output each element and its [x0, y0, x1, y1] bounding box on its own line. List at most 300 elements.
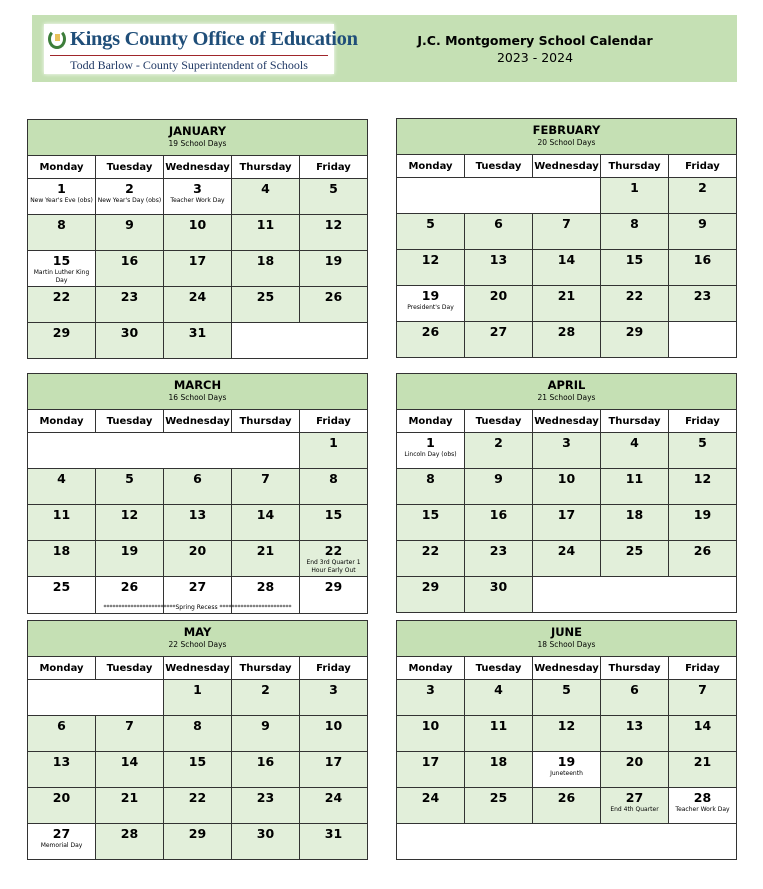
day-number: 22 — [324, 543, 343, 558]
weekday-header: Monday — [28, 410, 96, 433]
school-day-cell — [28, 323, 96, 359]
month-june — [396, 620, 737, 860]
empty-cell — [232, 323, 368, 359]
day-note: End 4th Quarter — [610, 806, 659, 813]
school-day-cell — [164, 680, 232, 716]
day-number: 19 — [421, 288, 440, 303]
school-day-cell — [300, 469, 368, 505]
day-note: Juneteenth — [550, 770, 583, 777]
no-school-day-cell — [28, 251, 96, 287]
school-day-cell — [96, 323, 164, 359]
day-number: 2 — [261, 682, 270, 697]
school-day-cell — [28, 505, 96, 541]
week-row — [28, 469, 368, 505]
school-day-cell — [669, 541, 737, 577]
day-number: 7 — [562, 216, 571, 231]
school-day-cell — [96, 824, 164, 860]
day-number: 9 — [698, 216, 707, 231]
day-number: 11 — [625, 471, 644, 486]
day-number: 16 — [693, 252, 712, 267]
day-number: 7 — [261, 471, 270, 486]
day-number: 6 — [193, 471, 202, 486]
header-banner — [32, 15, 737, 82]
school-day-cell — [465, 680, 533, 716]
day-number: 30 — [256, 826, 275, 841]
day-number: 6 — [57, 718, 66, 733]
school-day-cell — [669, 469, 737, 505]
day-number: 3 — [562, 435, 571, 450]
month-header — [28, 374, 368, 410]
day-number: 21 — [120, 790, 139, 805]
day-number: 30 — [120, 325, 139, 340]
day-number: 3 — [329, 682, 338, 697]
school-day-cell — [164, 469, 232, 505]
no-school-day-cell — [28, 824, 96, 860]
weekday-header: Tuesday — [96, 156, 164, 179]
day-number: 5 — [426, 216, 435, 231]
day-number: 14 — [693, 718, 712, 733]
weekday-header: Monday — [397, 410, 465, 433]
school-day-cell — [96, 251, 164, 287]
day-note: New Year's Eve (obs) — [30, 197, 93, 204]
day-number: 23 — [256, 790, 275, 805]
school-day-cell — [96, 215, 164, 251]
logo-divider — [50, 55, 328, 56]
month-header — [397, 119, 737, 155]
day-number: 14 — [120, 754, 139, 769]
school-day-cell — [601, 286, 669, 322]
school-day-cell — [397, 541, 465, 577]
school-day-cell — [601, 505, 669, 541]
empty-cell — [28, 433, 300, 469]
weekday-header: Wednesday — [533, 155, 601, 178]
day-number: 29 — [188, 826, 207, 841]
day-number: 26 — [693, 543, 712, 558]
month-name: JUNE — [550, 625, 583, 639]
day-number: 1 — [329, 435, 338, 450]
day-number: 21 — [256, 543, 275, 558]
month-name: MARCH — [173, 378, 222, 392]
school-day-cell — [300, 179, 368, 215]
week-row — [28, 179, 368, 215]
day-number: 24 — [324, 790, 343, 805]
weekday-header: Wednesday — [533, 410, 601, 433]
day-number: 8 — [329, 471, 338, 486]
day-number: 5 — [329, 181, 338, 196]
day-number: 19 — [324, 253, 343, 268]
school-day-cell — [601, 322, 669, 358]
week-row — [28, 323, 368, 359]
calendar-year: 2023 - 2024 — [496, 50, 574, 65]
weekday-header: Monday — [28, 156, 96, 179]
day-number: 24 — [557, 543, 576, 558]
school-day-cell — [533, 322, 601, 358]
weekday-header: Thursday — [232, 657, 300, 680]
school-day-cell — [397, 788, 465, 824]
school-day-cell — [465, 250, 533, 286]
school-day-cell — [533, 250, 601, 286]
school-day-cell — [669, 505, 737, 541]
day-number: 6 — [630, 682, 639, 697]
month-header — [28, 621, 368, 657]
day-number: 22 — [188, 790, 207, 805]
day-number: 22 — [52, 289, 71, 304]
school-day-cell — [669, 286, 737, 322]
weekday-header: Tuesday — [465, 155, 533, 178]
school-day-cell — [533, 788, 601, 824]
day-number: 16 — [120, 253, 139, 268]
day-number: 10 — [188, 217, 207, 232]
school-days-count: 18 School Days — [537, 640, 596, 649]
no-school-day-cell — [28, 179, 96, 215]
day-number: 28 — [693, 790, 712, 805]
week-row — [397, 824, 737, 860]
school-day-cell — [164, 752, 232, 788]
week-row — [397, 469, 737, 505]
week-row — [28, 287, 368, 323]
weekday-header: Friday — [300, 156, 368, 179]
week-row — [397, 250, 737, 286]
day-number: 26 — [421, 324, 440, 339]
day-number: 26 — [557, 790, 576, 805]
day-number: 9 — [494, 471, 503, 486]
month-april — [396, 373, 737, 613]
day-number: 17 — [557, 507, 576, 522]
weekday-header: Friday — [669, 410, 737, 433]
school-day-cell — [232, 680, 300, 716]
week-row — [28, 788, 368, 824]
empty-cell — [533, 577, 737, 613]
day-number: 9 — [261, 718, 270, 733]
school-days-count: 20 School Days — [537, 138, 596, 147]
school-day-cell — [300, 287, 368, 323]
day-note: Lincoln Day (obs) — [404, 451, 457, 458]
school-day-cell — [164, 323, 232, 359]
weekday-header: Friday — [669, 155, 737, 178]
school-day-cell — [465, 286, 533, 322]
day-number: 9 — [125, 217, 134, 232]
day-number: 17 — [324, 754, 343, 769]
school-day-cell — [164, 788, 232, 824]
day-number: 28 — [120, 826, 139, 841]
school-day-cell — [300, 716, 368, 752]
day-number: 29 — [52, 325, 71, 340]
school-day-cell — [232, 824, 300, 860]
weekday-header: Thursday — [232, 156, 300, 179]
month-header — [28, 120, 368, 156]
school-day-cell — [669, 752, 737, 788]
day-number: 22 — [421, 543, 440, 558]
day-number: 19 — [120, 543, 139, 558]
school-day-cell — [601, 541, 669, 577]
school-day-cell — [601, 469, 669, 505]
empty-cell — [397, 824, 737, 860]
weekday-header: Wednesday — [164, 657, 232, 680]
school-day-cell — [164, 824, 232, 860]
school-day-cell — [164, 287, 232, 323]
day-number: 3 — [193, 181, 202, 196]
day-number: 29 — [421, 579, 440, 594]
school-day-cell — [533, 469, 601, 505]
day-number: 13 — [489, 252, 508, 267]
school-day-cell — [397, 716, 465, 752]
school-day-cell — [300, 752, 368, 788]
day-number: 8 — [630, 216, 639, 231]
weekday-header: Wednesday — [164, 156, 232, 179]
school-day-cell — [397, 505, 465, 541]
weekday-header: Monday — [28, 657, 96, 680]
school-day-cell — [465, 716, 533, 752]
day-number: 3 — [426, 682, 435, 697]
day-number: 25 — [256, 289, 275, 304]
weekday-header: Thursday — [232, 410, 300, 433]
school-day-cell — [397, 469, 465, 505]
day-number: 31 — [324, 826, 343, 841]
school-day-cell — [669, 716, 737, 752]
day-number: 4 — [630, 435, 639, 450]
school-days-count: 19 School Days — [168, 139, 227, 148]
school-day-cell — [28, 215, 96, 251]
day-number: 12 — [120, 507, 139, 522]
week-row — [397, 433, 737, 469]
school-day-cell — [465, 505, 533, 541]
day-number: 19 — [557, 754, 576, 769]
week-row — [28, 541, 368, 577]
school-day-cell — [397, 577, 465, 613]
school-day-cell — [96, 752, 164, 788]
day-number: 4 — [261, 181, 270, 196]
weekday-header: Thursday — [601, 410, 669, 433]
day-number: 6 — [494, 216, 503, 231]
school-day-cell — [465, 214, 533, 250]
school-day-cell — [533, 505, 601, 541]
calendar-title: J.C. Montgomery School Calendar — [417, 33, 653, 48]
month-january — [27, 119, 368, 359]
week-row — [28, 824, 368, 860]
school-day-cell — [465, 788, 533, 824]
day-number: 2 — [125, 181, 134, 196]
day-number: 12 — [557, 718, 576, 733]
school-day-cell — [28, 541, 96, 577]
school-days-count: 16 School Days — [168, 393, 227, 402]
day-number: 8 — [57, 217, 66, 232]
school-day-cell — [164, 716, 232, 752]
day-number: 29 — [625, 324, 644, 339]
day-note: Martin Luther King Day — [33, 269, 90, 284]
weekday-header: Tuesday — [96, 410, 164, 433]
day-number: 5 — [562, 682, 571, 697]
day-number: 20 — [489, 288, 508, 303]
week-row — [397, 505, 737, 541]
day-number: 2 — [494, 435, 503, 450]
weekday-header: Friday — [300, 657, 368, 680]
day-number: 25 — [625, 543, 644, 558]
kcoe-logo — [44, 24, 358, 74]
school-day-cell — [232, 752, 300, 788]
school-day-cell — [669, 250, 737, 286]
school-day-cell — [232, 788, 300, 824]
school-day-cell — [232, 215, 300, 251]
school-day-cell — [601, 433, 669, 469]
school-day-cell — [669, 178, 737, 214]
school-day-cell — [669, 680, 737, 716]
school-day-cell — [164, 541, 232, 577]
school-day-cell — [232, 505, 300, 541]
school-day-cell — [465, 577, 533, 613]
school-day-cell — [533, 286, 601, 322]
week-row — [397, 214, 737, 250]
day-number: 5 — [698, 435, 707, 450]
school-day-cell — [397, 752, 465, 788]
day-number: 18 — [52, 543, 71, 558]
week-row — [28, 680, 368, 716]
week-row — [397, 788, 737, 824]
week-row — [397, 322, 737, 358]
week-row — [397, 577, 737, 613]
school-day-cell — [96, 716, 164, 752]
month-header — [397, 374, 737, 410]
day-number: 23 — [693, 288, 712, 303]
day-number: 8 — [426, 471, 435, 486]
week-row — [397, 716, 737, 752]
day-number: 12 — [324, 217, 343, 232]
day-number: 28 — [557, 324, 576, 339]
school-day-cell — [601, 788, 669, 824]
school-day-cell — [300, 215, 368, 251]
day-note: President's Day — [407, 304, 454, 311]
week-row — [397, 752, 737, 788]
school-day-cell — [601, 716, 669, 752]
school-day-cell — [465, 469, 533, 505]
day-number: 1 — [193, 682, 202, 697]
weekday-header: Wednesday — [533, 657, 601, 680]
day-number: 14 — [557, 252, 576, 267]
school-day-cell — [232, 251, 300, 287]
empty-cell — [397, 178, 601, 214]
week-row — [28, 716, 368, 752]
day-number: 1 — [426, 435, 435, 450]
day-number: 26 — [324, 289, 343, 304]
day-number: 28 — [256, 579, 275, 594]
day-number: 12 — [693, 471, 712, 486]
school-day-cell — [28, 287, 96, 323]
school-day-cell — [96, 505, 164, 541]
day-number: 13 — [625, 718, 644, 733]
school-day-cell — [28, 788, 96, 824]
weekday-header: Monday — [397, 657, 465, 680]
day-note: Memorial Day — [40, 842, 83, 849]
school-day-cell — [164, 215, 232, 251]
day-number: 21 — [557, 288, 576, 303]
week-row — [28, 577, 368, 614]
day-number: 15 — [421, 507, 440, 522]
day-note: End 3rd Quarter 1 Hour Early Out — [306, 559, 361, 574]
no-school-day-cell — [300, 577, 368, 614]
school-day-cell — [232, 469, 300, 505]
day-number: 17 — [421, 754, 440, 769]
no-school-day-cell — [164, 179, 232, 215]
month-february — [396, 118, 737, 358]
weekday-header: Tuesday — [465, 410, 533, 433]
school-day-cell — [232, 287, 300, 323]
day-number: 1 — [630, 180, 639, 195]
school-day-cell — [28, 716, 96, 752]
day-number: 11 — [489, 718, 508, 733]
school-day-cell — [96, 788, 164, 824]
weekday-header: Thursday — [601, 657, 669, 680]
day-number: 15 — [625, 252, 644, 267]
school-day-cell — [465, 433, 533, 469]
day-number: 27 — [188, 579, 207, 594]
day-number: 19 — [693, 507, 712, 522]
day-number: 4 — [57, 471, 66, 486]
school-day-cell — [601, 680, 669, 716]
school-day-cell — [533, 716, 601, 752]
no-school-day-cell — [28, 577, 96, 614]
school-day-cell — [397, 250, 465, 286]
day-note: New Year's Day (obs) — [97, 197, 162, 204]
day-note: Teacher Work Day — [170, 197, 225, 204]
school-day-cell — [300, 541, 368, 577]
school-day-cell — [669, 214, 737, 250]
day-number: 29 — [324, 579, 343, 594]
school-day-cell — [533, 433, 601, 469]
school-day-cell — [164, 505, 232, 541]
logo-subtitle: Todd Barlow - County Superintendent of Schools — [70, 58, 308, 72]
month-name: MAY — [183, 625, 212, 639]
month-march — [27, 373, 368, 614]
day-number: 11 — [52, 507, 71, 522]
day-number: 25 — [52, 579, 71, 594]
day-number: 10 — [421, 718, 440, 733]
day-number: 1 — [57, 181, 66, 196]
week-row — [397, 541, 737, 577]
day-number: 20 — [52, 790, 71, 805]
school-day-cell — [601, 250, 669, 286]
weekday-header: Friday — [300, 410, 368, 433]
day-number: 24 — [421, 790, 440, 805]
school-day-cell — [669, 433, 737, 469]
day-number: 22 — [625, 288, 644, 303]
school-day-cell — [397, 214, 465, 250]
day-number: 31 — [188, 325, 207, 340]
day-number: 20 — [625, 754, 644, 769]
month-header — [397, 621, 737, 657]
day-number: 15 — [52, 253, 71, 268]
school-days-count: 21 School Days — [537, 393, 596, 402]
school-days-count: 22 School Days — [168, 640, 227, 649]
day-note: ************************Spring Recess ************************ — [103, 604, 292, 611]
day-number: 18 — [625, 507, 644, 522]
weekday-header: Tuesday — [465, 657, 533, 680]
day-number: 10 — [324, 718, 343, 733]
weekday-header: Wednesday — [164, 410, 232, 433]
school-day-cell — [300, 505, 368, 541]
day-number: 8 — [193, 718, 202, 733]
day-number: 13 — [52, 754, 71, 769]
day-number: 15 — [188, 754, 207, 769]
school-day-cell — [164, 251, 232, 287]
day-number: 30 — [489, 579, 508, 594]
day-number: 2 — [698, 180, 707, 195]
school-day-cell — [601, 752, 669, 788]
no-school-day-cell — [533, 752, 601, 788]
school-day-cell — [300, 788, 368, 824]
week-row — [28, 752, 368, 788]
school-day-cell — [28, 752, 96, 788]
school-day-cell — [465, 322, 533, 358]
week-row — [28, 433, 368, 469]
